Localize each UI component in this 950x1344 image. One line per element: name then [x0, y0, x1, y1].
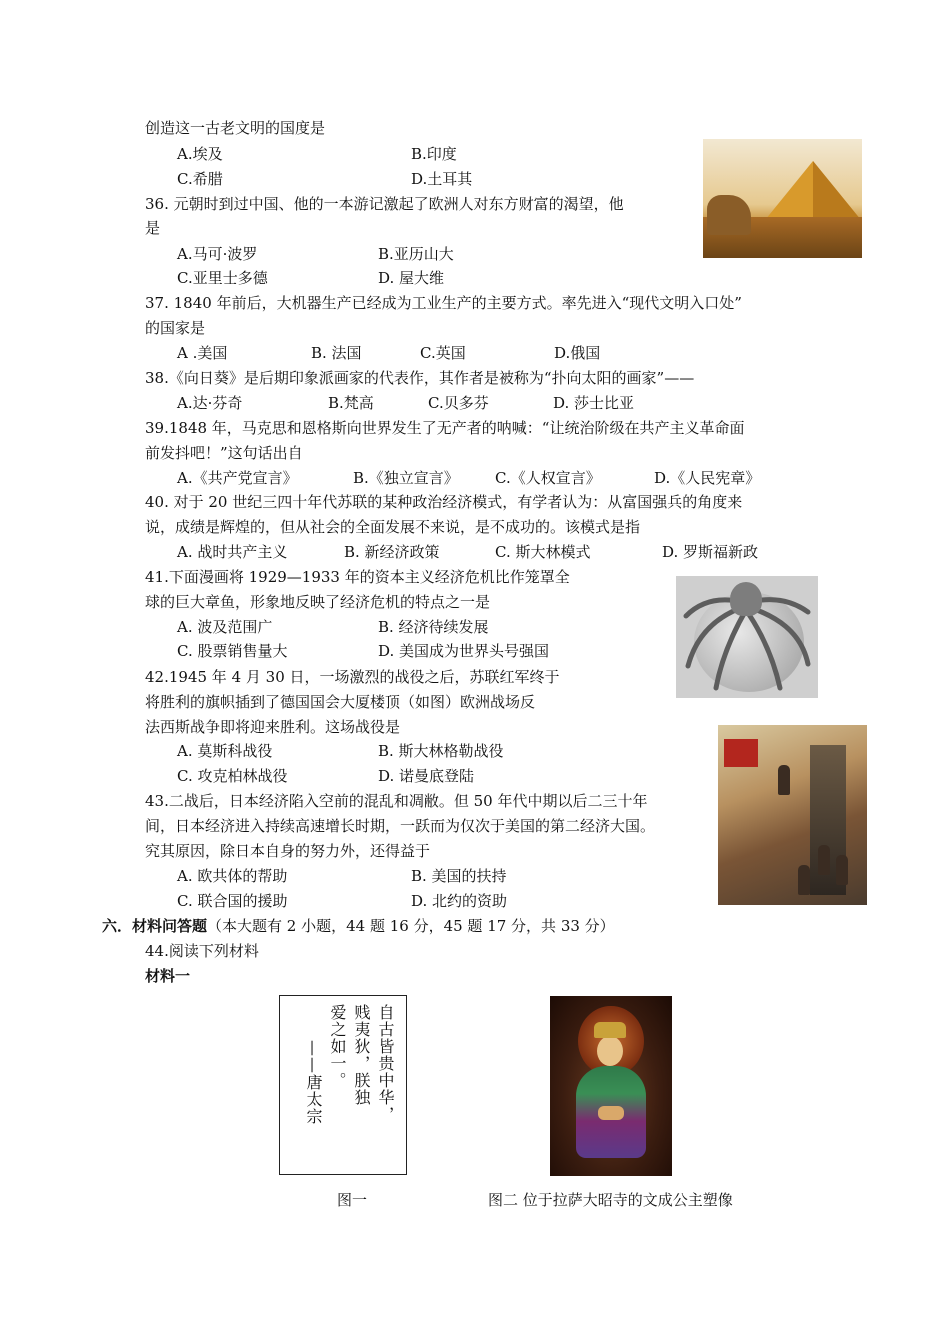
q39-stem-line2: 前发抖吧！”这句话出自 [145, 444, 303, 462]
q36-option-c: C.亚里士多德 [177, 269, 268, 287]
q37-option-a: A .美国 [177, 344, 228, 362]
q39-option-c: C.《人权宣言》 [495, 469, 601, 487]
q38-option-c: C.贝多芬 [428, 394, 489, 412]
q39-option-b: B.《独立宣言》 [353, 469, 459, 487]
q43-option-d: D. 北约的资助 [411, 892, 508, 910]
q35-stem: 创造这一古老文明的国度是 [145, 119, 326, 137]
figure1-caption: 图一 [337, 1191, 368, 1209]
q35-option-b: B.印度 [411, 145, 457, 163]
q39-stem-line1: 39.1848 年，马克思和恩格斯向世界发生了无产者的呐喊：“让统治阶级在共产主义革命面 [145, 419, 745, 437]
q37-option-d: D.俄国 [554, 344, 601, 362]
q42-option-d: D. 诺曼底登陆 [378, 767, 475, 785]
q36-stem-line1: 36. 元朝时到过中国、他的一本游记激起了欧洲人对东方财富的渴望，他 [145, 195, 624, 213]
q40-option-a: A. 战时共产主义 [177, 543, 288, 561]
princess-wencheng-statue-photo [550, 996, 672, 1176]
q42-option-b: B. 斯大林格勒战役 [378, 742, 504, 760]
q44-stem: 44.阅读下列材料 [145, 942, 259, 960]
section-title: 六．材料问答题 [102, 917, 208, 935]
q35-option-d: D.土耳其 [411, 170, 473, 188]
q43-option-a: A. 欧共体的帮助 [177, 867, 288, 885]
q38-option-b: B.梵高 [328, 394, 374, 412]
q41-option-a: A. 波及范围广 [177, 618, 273, 636]
q39-option-a: A.《共产党宣言》 [177, 469, 298, 487]
q41-stem-line1: 41.下面漫画将 1929—1933 年的资本主义经济危机比作笼罩全 [145, 568, 570, 586]
quote-column-3: 爱之如一。 [328, 1004, 347, 1089]
q37-option-c: C.英国 [420, 344, 466, 362]
q43-option-c: C. 联合国的援助 [177, 892, 288, 910]
q35-option-a: A.埃及 [177, 145, 223, 163]
q38-option-d: D. 莎士比亚 [553, 394, 635, 412]
q37-option-b: B. 法国 [311, 344, 362, 362]
section-heading [102, 916, 615, 936]
q43-stem-line1: 43.二战后，日本经济陷入空前的混乱和凋敝。但 50 年代中期以后二三十年 [145, 792, 648, 810]
q38-stem: 38.《向日葵》是后期印象派画家的代表作，其作者是被称为“扑向太阳的画家”—— [145, 369, 695, 387]
q43-stem-line3: 究其原因，除日本自身的努力外，还得益于 [145, 842, 431, 860]
q36-option-a: A.马可·波罗 [177, 245, 258, 263]
q36-option-d: D. 屋大维 [378, 269, 445, 287]
q43-option-b: B. 美国的扶持 [411, 867, 507, 885]
q36-stem-line2: 是 [145, 219, 161, 237]
q42-stem-line3: 法西斯战争即将迎来胜利。这场战役是 [145, 718, 401, 736]
material-label: 材料一 [145, 967, 191, 985]
figure2-caption: 图二 位于拉萨大昭寺的文成公主塑像 [488, 1191, 733, 1209]
q37-stem-line2: 的国家是 [145, 319, 206, 337]
q41-option-d: D. 美国成为世界头号强国 [378, 642, 550, 660]
section-note: （本大题有 2 小题，44 题 16 分，45 题 17 分，共 33 分） [207, 917, 615, 935]
quote-column-1: 自古皆贵中华， [376, 1004, 395, 1123]
q40-option-b: B. 新经济政策 [344, 543, 440, 561]
q41-option-c: C. 股票销售量大 [177, 642, 288, 660]
q42-option-a: A. 莫斯科战役 [177, 742, 273, 760]
reichstag-victory-painting [718, 725, 867, 905]
q42-option-c: C. 攻克柏林战役 [177, 767, 288, 785]
q38-option-a: A.达·芬奇 [177, 394, 243, 412]
q42-stem-line2: 将胜利的旗帜插到了德国国会大厦楼顶（如图）欧洲战场反 [145, 693, 536, 711]
q40-option-c: C. 斯大林模式 [495, 543, 591, 561]
quote-attribution: ——唐太宗 [304, 1040, 323, 1125]
q41-stem-line2: 球的巨大章鱼，形象地反映了经济危机的特点之一是 [145, 593, 491, 611]
pyramid-sphinx-photo [703, 139, 862, 258]
q36-option-b: B.亚历山大 [378, 245, 454, 263]
q37-stem-line1: 37. 1840 年前后，大机器生产已经成为工业生产的主要方式。率先进入“现代文明入口处” [145, 294, 742, 312]
q43-stem-line2: 间，日本经济进入持续高速增长时期，一跃而为仅次于美国的第二经济大国。 [145, 817, 656, 835]
q40-stem-line2: 说，成绩是辉煌的，但从社会的全面发展不来说，是不成功的。该模式是指 [145, 518, 641, 536]
q35-option-c: C.希腊 [177, 170, 223, 188]
q42-stem-line1: 42.1945 年 4 月 30 日，一场激烈的战役之后，苏联红军终于 [145, 668, 560, 686]
tang-taizong-quote-box [279, 995, 407, 1175]
q41-option-b: B. 经济待续发展 [378, 618, 489, 636]
octopus-cartoon-image [676, 576, 818, 698]
q40-option-d: D. 罗斯福新政 [662, 543, 759, 561]
quote-column-2: 贱夷狄，朕独 [352, 1004, 371, 1106]
q40-stem-line1: 40. 对于 20 世纪三四十年代苏联的某种政治经济模式，有学者认为：从富国强兵的角度来 [145, 493, 743, 511]
q39-option-d: D.《人民宪章》 [654, 469, 761, 487]
